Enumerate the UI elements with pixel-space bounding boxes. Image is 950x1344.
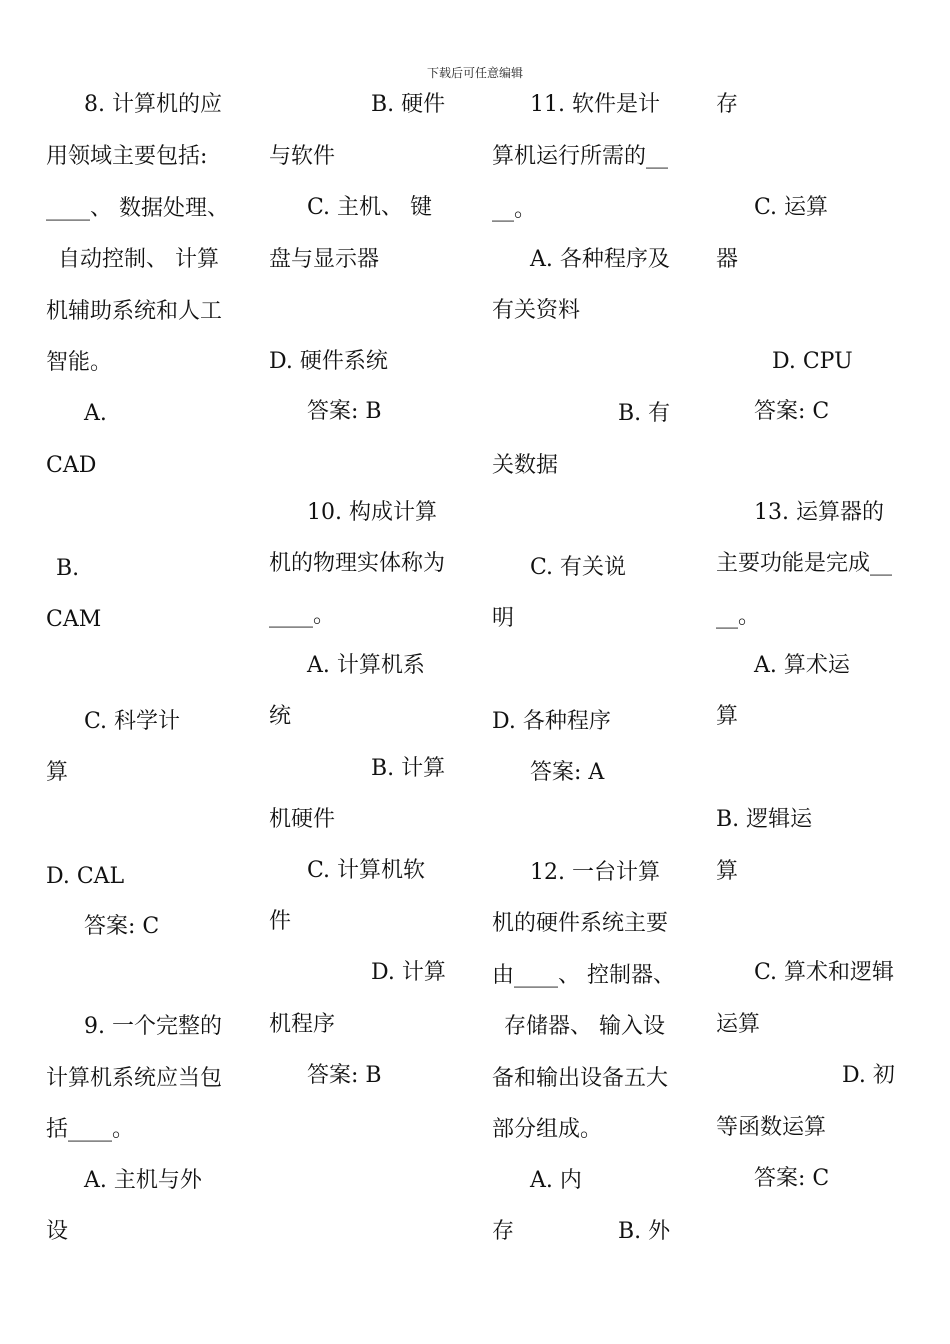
text-line: 答案: B (307, 399, 382, 424)
text-line: 存 (716, 92, 739, 117)
text-line: A. (84, 401, 107, 426)
text-line: 算机运行所需的__ (492, 144, 669, 169)
text-line: 由____、 控制器、 (492, 963, 675, 988)
text-line: __。 (716, 604, 761, 629)
text-line: 计算机系统应当包 (46, 1066, 223, 1091)
text-line: 关数据 (492, 453, 559, 478)
text-line: 智能。 (46, 350, 113, 375)
text-line: 设 (46, 1219, 69, 1244)
text-line: 答案: A (530, 760, 605, 785)
text-line: 有关资料 (492, 298, 581, 323)
text-line: A. 算术运 (754, 653, 850, 678)
text-line: B. (56, 556, 80, 581)
text-line: 存储器、 输入设 (504, 1014, 665, 1039)
text-line: 部分组成。 (492, 1117, 603, 1142)
text-line: D. 各种程序 (492, 709, 611, 734)
text-line: 等函数运算 (716, 1115, 827, 1140)
text-line: B. 有 (618, 401, 671, 426)
text-line: C. 运算 (754, 195, 829, 220)
text-line: 机的物理实体称为 (269, 551, 446, 576)
text-line: 器 (716, 247, 739, 272)
text-line: A. 计算机系 (307, 653, 425, 678)
text-line: D. 硬件系统 (269, 349, 388, 374)
text-line: 明 (492, 606, 515, 631)
text-line: C. 计算机软 (307, 858, 426, 883)
text-line: CAD (46, 453, 97, 478)
text-line: D. CPU (772, 349, 853, 374)
text-line: 算 (716, 704, 739, 729)
text-line: 13. 运算器的 (754, 500, 884, 525)
text-line: D. CAL (46, 864, 125, 889)
text-line: 机硬件 (269, 807, 336, 832)
text-line: 备和输出设备五大 (492, 1066, 669, 1091)
text-line: D. 初 (842, 1063, 895, 1088)
text-line: 盘与显示器 (269, 247, 380, 272)
text-line: B. 硬件 (371, 92, 446, 117)
text-line: C. 科学计 (84, 709, 181, 734)
text-line: CAM (46, 607, 102, 632)
text-line: B. 外 (618, 1219, 671, 1244)
text-line: 答案: B (307, 1063, 382, 1088)
text-line: 括____。 (46, 1117, 135, 1142)
text-line: 12. 一台计算 (530, 860, 660, 885)
page-header: 下载后可任意编辑 (426, 66, 523, 80)
text-line: 9. 一个完整的 (84, 1014, 222, 1039)
text-line: 答案: C (84, 914, 160, 939)
text-line: 机辅助系统和人工 (46, 299, 223, 324)
text-line: 件 (269, 909, 292, 934)
text-line: 答案: C (754, 399, 830, 424)
text-line: B. 计算 (371, 756, 446, 781)
text-line: 运算 (716, 1012, 761, 1037)
text-line: 机程序 (269, 1012, 336, 1037)
text-line: A. 内 (530, 1168, 582, 1193)
text-line: ____。 (269, 603, 336, 628)
text-line: ____、 数据处理、 (46, 196, 229, 221)
text-line: A. 各种程序及 (530, 247, 670, 272)
text-line: 用领域主要包括: (46, 144, 208, 169)
text-line: 算 (716, 859, 739, 884)
text-line: 自动控制、 计算 (58, 247, 219, 272)
text-line: D. 计算 (371, 960, 446, 985)
text-line: 主要功能是完成__ (716, 551, 893, 576)
text-line: __。 (492, 197, 537, 222)
text-line: C. 算术和逻辑 (754, 960, 895, 985)
text-line: 存 (492, 1219, 515, 1244)
text-line: C. 有关说 (530, 555, 627, 580)
text-line: 答案: C (754, 1166, 830, 1191)
text-line: A. 主机与外 (84, 1168, 202, 1193)
text-line: 10. 构成计算 (307, 500, 437, 525)
text-line: 11. 软件是计 (530, 92, 660, 117)
text-line: C. 主机、 键 (307, 195, 433, 220)
text-line: 统 (269, 704, 292, 729)
text-line: 8. 计算机的应 (84, 92, 222, 117)
text-line: 机的硬件系统主要 (492, 911, 669, 936)
text-line: 算 (46, 760, 69, 785)
text-line: B. 逻辑运 (716, 807, 813, 832)
text-line: 与软件 (269, 144, 336, 169)
